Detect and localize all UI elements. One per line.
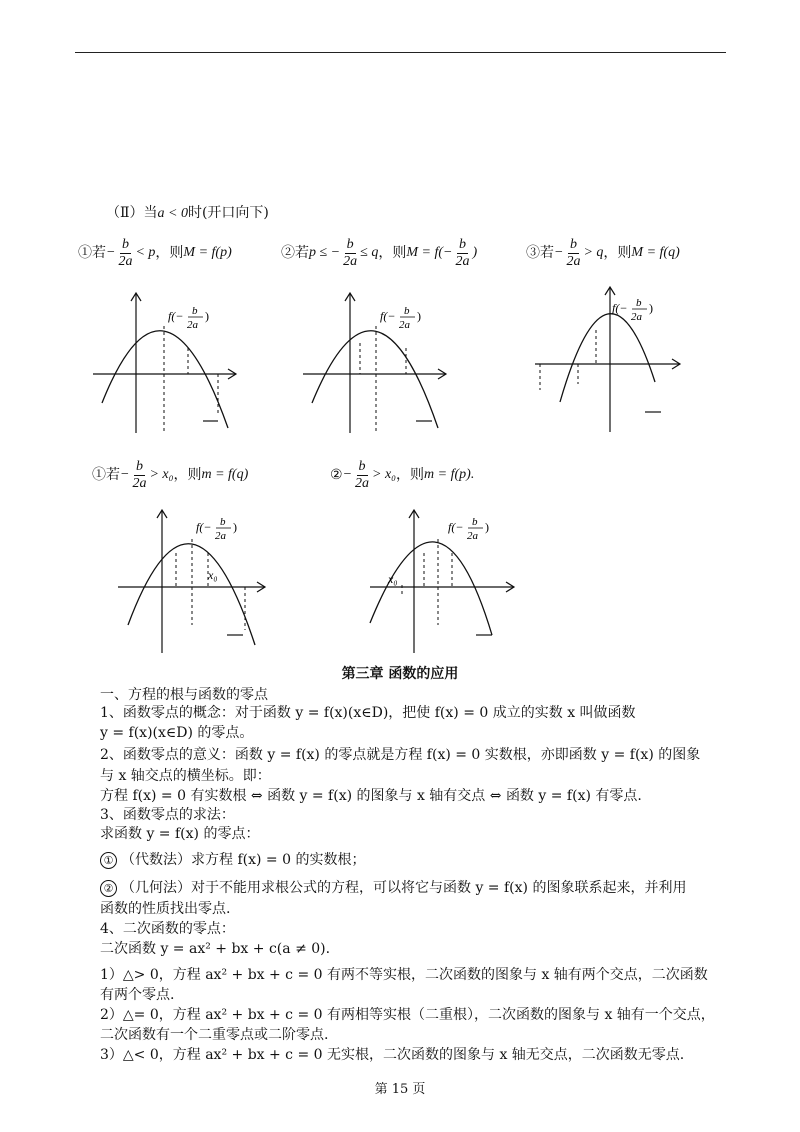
x0-label: x₀	[388, 572, 398, 586]
vertex-label-close: )	[417, 309, 421, 323]
parabola-curve	[312, 331, 438, 428]
vertex-label-den: 2a	[187, 319, 198, 331]
frac-num: b	[346, 236, 354, 252]
body-line-10-text: （几何法）对于不能用求根公式的方程，可以将它与函数 y = f(x) 的图象联系起来，并利用	[121, 880, 687, 896]
case-header	[106, 204, 269, 223]
frac-den: 2a	[118, 253, 133, 269]
vertex-label-num: b	[192, 305, 198, 317]
circled-two: ②	[100, 880, 117, 897]
frac-den: 2a	[343, 253, 358, 269]
frac-num: b	[358, 458, 366, 474]
max-case-1-pre: −	[106, 245, 116, 260]
parabola-curve	[560, 314, 655, 402]
max-case-3-cond: > q	[583, 245, 604, 260]
body-line-9	[100, 851, 365, 869]
graph-max-case-1	[88, 288, 248, 438]
graph-max-case-3	[530, 282, 690, 432]
max-case-3	[526, 233, 680, 273]
vertex-label-num: b	[472, 516, 478, 528]
body-line-2: 1、函数零点的概念：对于函数 y = f(x)(x∈D)，把使 f(x) = 0 成立的实数 x 叫做函数	[100, 705, 636, 721]
max-case-1-cond: < p	[135, 245, 156, 260]
header-rule	[75, 52, 726, 53]
min-case-2-pre: −	[342, 467, 353, 482]
vertex-label-num: b	[636, 297, 642, 309]
vertex-label-num: b	[220, 516, 226, 528]
frac-num: b	[458, 236, 466, 252]
max-case-3-result-pre: ，则	[603, 245, 632, 261]
vertex-label-f: f(−	[612, 301, 628, 315]
max-case-1-result-pre: ，则	[155, 245, 184, 261]
graph-min-case-1	[110, 505, 280, 655]
max-case-2-frac	[341, 237, 359, 270]
min-case-2	[330, 455, 474, 495]
min-case-2-result-pre: ，则	[396, 467, 425, 483]
frac-den: 2a	[566, 253, 581, 269]
max-case-1-frac	[116, 237, 134, 270]
case-header-text: （Ⅱ）当	[106, 205, 158, 221]
body-line-12: 4、二次函数的零点：	[100, 921, 235, 937]
circled-one: ①	[100, 852, 117, 869]
max-case-2-pre: p ≤ −	[309, 245, 341, 260]
body-line-9-text: （代数法）求方程 f(x) = 0 的实数根；	[121, 852, 366, 868]
body-line-16: 2）△= 0，方程 ax² + bx + c = 0 有两相等实根（二重根），二次函数的图象与 x 轴有一个交点，	[100, 1007, 715, 1023]
max-case-2-num: ②若	[281, 245, 309, 261]
body-line-1: 一、方程的根与函数的零点	[100, 687, 268, 703]
body-line-5: 与 x 轴交点的横坐标。即：	[100, 768, 271, 784]
max-case-1-num: ①若	[78, 245, 106, 261]
vertex-label-f: f(−	[168, 309, 184, 323]
vertex-label-f: f(−	[448, 520, 464, 534]
frac-den: 2a	[132, 475, 147, 491]
case-header-tail: 时(开口向下)	[187, 205, 269, 221]
min-case-1-result-pre: ，则	[173, 467, 202, 483]
max-case-3-frac	[564, 237, 582, 270]
vertex-label-f: f(−	[196, 520, 212, 534]
frac-den: 2a	[455, 253, 470, 269]
chapter-title: 第三章 函数的应用	[341, 666, 459, 682]
case-header-cond: a < 0	[157, 206, 188, 221]
min-case-2-cond: > x₀	[372, 467, 397, 482]
max-case-2-result-tail: )	[472, 245, 478, 260]
min-case-2-frac	[353, 459, 371, 492]
body-line-11: 函数的性质找出零点.	[100, 901, 231, 917]
body-line-4: 2、函数零点的意义：函数 y = f(x) 的零点就是方程 f(x) = 0 实数根，亦即函数 y = f(x) 的图象	[100, 747, 701, 763]
parabola-curve	[370, 542, 492, 635]
vertex-label-num: b	[404, 305, 410, 317]
vertex-label-f: f(−	[380, 309, 396, 323]
body-line-6: 方程 f(x) = 0 有实数根 ⇔ 函数 y = f(x) 的图象与 x 轴有交点 ⇔ 函数 y = f(x) 有零点.	[100, 788, 642, 804]
body-line-10	[100, 879, 686, 897]
max-case-2-result: M = f(−	[406, 245, 453, 260]
graph-max-case-2	[298, 288, 458, 438]
page-footer: 第 15 页	[374, 1082, 426, 1097]
body-line-15: 有两个零点.	[100, 987, 175, 1003]
frac-den: 2a	[355, 475, 370, 491]
max-case-2-result-pre: ，则	[378, 245, 407, 261]
max-case-1	[78, 233, 232, 273]
max-case-1-result: M = f(p)	[183, 245, 232, 260]
body-line-3: y = f(x)(x∈D) 的零点。	[100, 725, 254, 741]
body-line-8: 求函数 y = f(x) 的零点：	[100, 826, 260, 842]
vertex-label-close: )	[205, 309, 209, 323]
vertex-label-den: 2a	[215, 530, 226, 542]
max-case-3-num: ③若	[526, 245, 554, 261]
min-case-1	[92, 455, 248, 495]
frac-num: b	[135, 458, 143, 474]
body-line-7: 3、函数零点的求法：	[100, 807, 235, 823]
body-line-18: 3）△< 0，方程 ax² + bx + c = 0 无实根，二次函数的图象与 x 轴无交点，二次函数无零点.	[100, 1047, 685, 1063]
frac-num: b	[121, 236, 129, 252]
min-case-1-result: m = f(q)	[201, 467, 249, 482]
body-line-14: 1）△> 0，方程 ax² + bx + c = 0 有两不等实根，二次函数的图象与 x 轴有两个交点，二次函数	[100, 967, 708, 983]
max-case-3-pre: −	[554, 245, 564, 260]
vertex-label-den: 2a	[467, 530, 478, 542]
max-case-2	[281, 233, 477, 273]
max-case-2-cond: ≤ q	[360, 245, 379, 260]
vertex-label-den: 2a	[399, 319, 410, 331]
vertex-label-close: )	[485, 520, 489, 534]
parabola-curve	[102, 331, 228, 428]
vertex-label-close: )	[233, 520, 237, 534]
max-case-2-result-frac	[453, 237, 471, 270]
body-line-13: 二次函数 y = ax² + bx + c(a ≠ 0).	[100, 941, 331, 957]
min-case-2-result: m = f(p).	[424, 467, 475, 482]
frac-num: b	[569, 236, 577, 252]
min-case-2-num: ②	[330, 467, 343, 483]
min-case-1-pre: −	[120, 467, 130, 482]
min-case-1-cond: > x₀	[149, 467, 174, 482]
x0-label: x₀	[208, 568, 218, 582]
vertex-label-den: 2a	[631, 311, 642, 323]
min-case-1-frac	[130, 459, 148, 492]
graph-min-case-2	[362, 505, 532, 655]
max-case-3-result: M = f(q)	[631, 245, 680, 260]
vertex-label-close: )	[649, 301, 653, 315]
body-line-17: 二次函数有一个二重零点或二阶零点.	[100, 1027, 329, 1043]
min-case-1-num: ①若	[92, 467, 120, 483]
